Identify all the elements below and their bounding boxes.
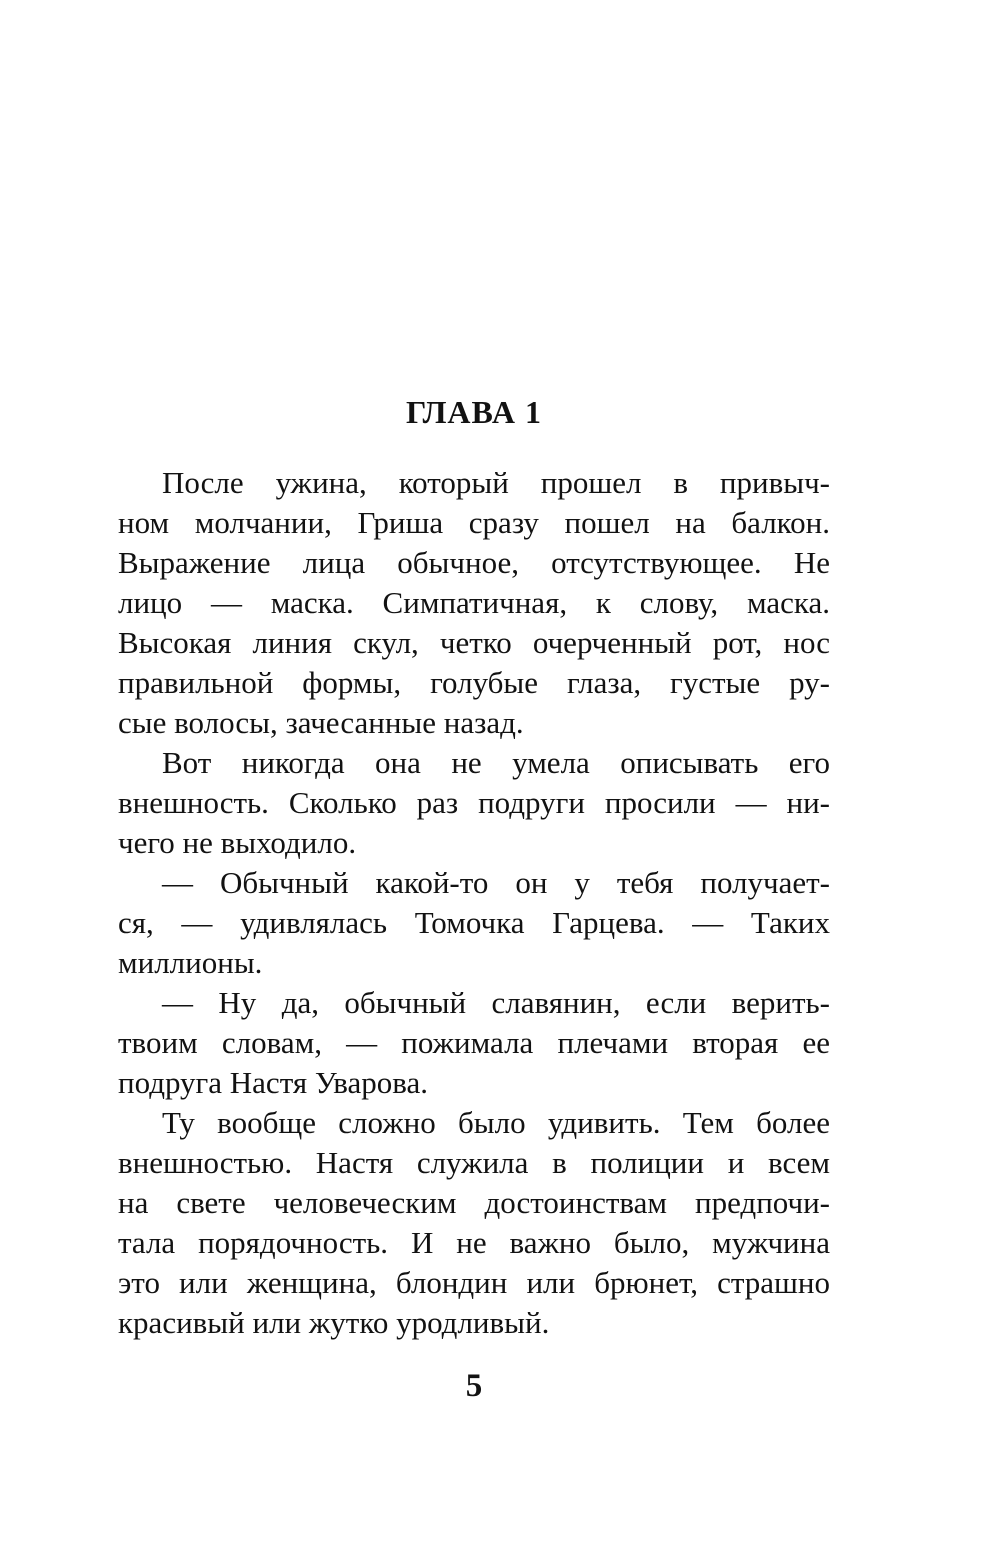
text-line: это или женщина, блондин или брюнет, страшно xyxy=(118,1265,830,1300)
text-line: Ту вообще сложно было удивить. Тем более xyxy=(162,1105,830,1140)
chapter-title: ГЛАВА 1 xyxy=(406,394,542,430)
text-line: После ужина, который прошел в привыч- xyxy=(162,465,830,500)
text-line: — Обычный какой-то он у тебя получает- xyxy=(162,865,830,900)
text-line: внешность. Сколько раз подруги просили — ни- xyxy=(118,785,830,820)
text-line: тала порядочность. И не важно было, мужчина xyxy=(118,1225,830,1260)
text-line: Высокая линия скул, четко очерченный рот, нос xyxy=(118,625,830,660)
text-line: сые волосы, зачесанные назад. xyxy=(118,705,524,740)
text-line: внешностью. Настя служила в полиции и всем xyxy=(118,1145,830,1180)
text-line: Выражение лица обычное, отсутствующее. Не xyxy=(118,545,830,580)
body-text xyxy=(118,463,830,1343)
text-line: Вот никогда она не умела описывать его xyxy=(162,745,830,780)
text-line: лицо — маска. Симпатичная, к слову, маска. xyxy=(118,585,830,620)
text-line: — Ну да, обычный славянин, если верить- xyxy=(162,985,830,1020)
text-line: миллионы. xyxy=(118,945,263,980)
page-number: 5 xyxy=(465,1368,483,1404)
text-line: твоим словам, — пожимала плечами вторая ее xyxy=(118,1025,830,1060)
text-line: ся, — удивлялась Томочка Гарцева. — Таких xyxy=(118,905,830,940)
text-line: подруга Настя Уварова. xyxy=(118,1065,429,1100)
text-line: на свете человеческим достоинствам предпочи- xyxy=(118,1185,830,1220)
text-line: правильной формы, голубые глаза, густые ру- xyxy=(118,665,830,700)
text-line: ном молчании, Гриша сразу пошел на балкон. xyxy=(118,505,830,540)
text-line: чего не выходило. xyxy=(118,825,357,860)
text-line: красивый или жутко уродливый. xyxy=(118,1305,550,1340)
